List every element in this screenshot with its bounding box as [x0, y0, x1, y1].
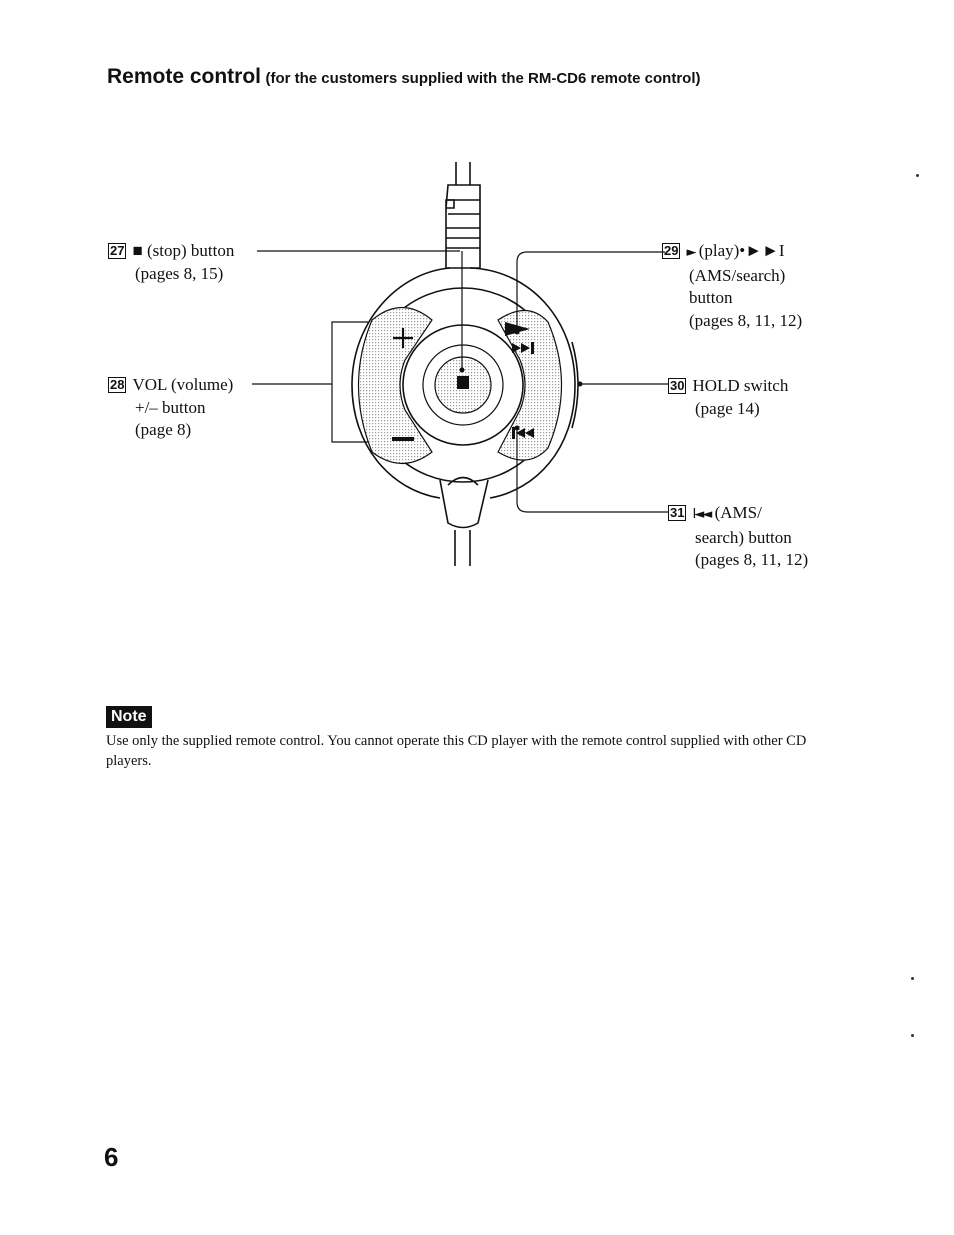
- callout-number: 27: [110, 243, 125, 258]
- callout-number: 28: [110, 377, 125, 392]
- callout-text: (stop) button: [147, 241, 235, 260]
- page-number: 6: [104, 1142, 119, 1172]
- scan-dot: [916, 174, 919, 177]
- scan-dot: [911, 1034, 914, 1037]
- scan-dot: [911, 977, 914, 980]
- note-text: Use only the supplied remote control. You cannot operate this CD player with the remote control supplied with other CD players.: [106, 733, 807, 769]
- callout-number: 29: [664, 243, 679, 258]
- heading-subtitle: (for the customers supplied with the RM-CD6 remote control): [265, 70, 701, 87]
- callout-stop-button: [108, 240, 234, 285]
- callout-line: button: [689, 288, 733, 307]
- callout-line: +/– button: [135, 397, 206, 417]
- callout-number: 30: [670, 378, 685, 393]
- callout-number: 31: [670, 505, 685, 520]
- callout-pages: (pages 8, 15): [135, 263, 224, 283]
- callout-ams-search-button: [668, 502, 808, 572]
- callout-pages: (page 14): [695, 398, 760, 418]
- callout-pages: (pages 8, 11, 12): [695, 550, 809, 569]
- heading-title: Remote control: [107, 65, 262, 88]
- callout-line: search) button: [695, 527, 792, 547]
- callout-pages: (page 8): [135, 420, 192, 439]
- callout-text: HOLD switch: [692, 376, 789, 395]
- callout-volume-button: [108, 374, 233, 442]
- callout-text: (play)•►►I: [698, 241, 785, 260]
- stop-icon: ■: [132, 241, 143, 260]
- callout-play-button: [662, 240, 802, 332]
- callout-text: (AMS/: [714, 503, 762, 522]
- note-badge: Note: [106, 706, 152, 728]
- callout-hold-switch: [668, 375, 788, 420]
- callout-line: (AMS/search): [689, 265, 786, 285]
- callout-pages: (pages 8, 11, 12): [689, 310, 803, 330]
- play-icon: ►: [686, 245, 695, 260]
- callout-text: VOL (volume): [132, 375, 234, 394]
- previous-track-icon: I◄◄: [692, 507, 711, 522]
